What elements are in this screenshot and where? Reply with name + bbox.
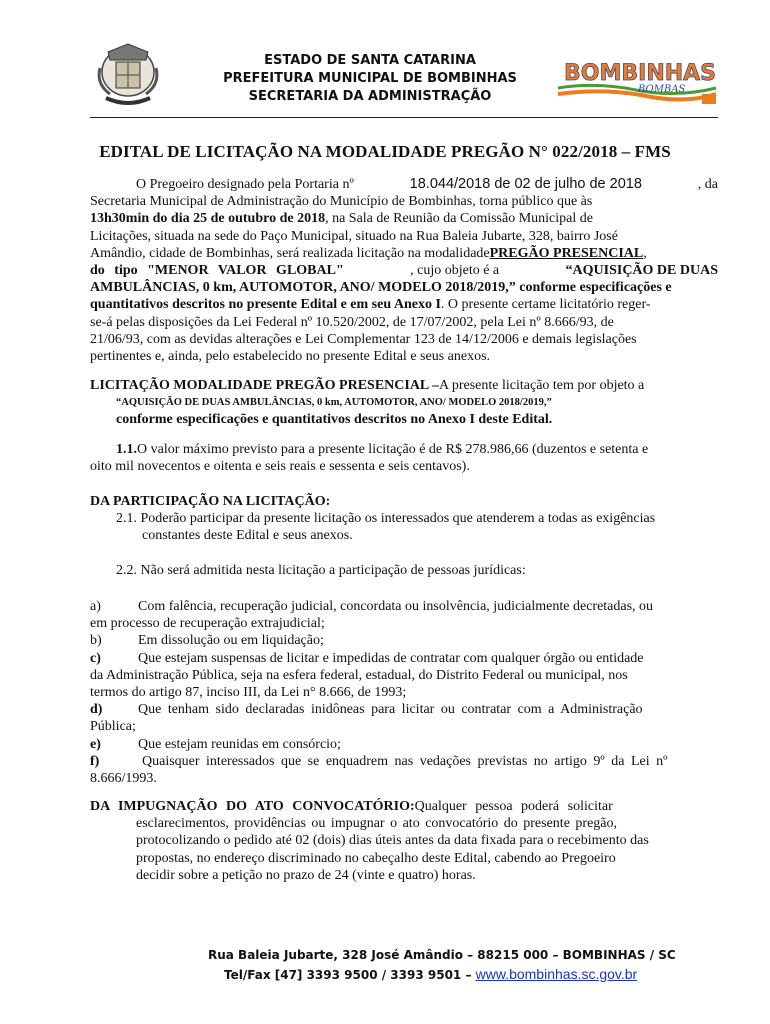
footer-phone: Tel/Fax [47] 3393 9500 / 3393 9501 – (224, 968, 476, 982)
svg-text:BOMBAS: BOMBAS (638, 84, 686, 95)
impugnacao-section: DA IMPUGNAÇÃO DO ATO CONVOCATÓRIO: Qualquer pessoa poderá solicitar esclarecimentos, providências ou impugnar o ato convocatório do presente pregão, protocolizando o pedido até 02 (dois) dias úteis antes da data fixada para o recebimento das propostas, no endereço discriminado no cabeçalho deste Edital, cabendo ao Pregoeiro decidir sobre a petição no prazo de 24 (vinte e quatro) horas. (90, 799, 649, 883)
participacao-section: DA PARTICIPAÇÃO NA LICITAÇÃO: 2.1. Poderão participar da presente licitação os interessados que atenderem a todas as exigências constantes deste Edital e seus anexos. 2.2. Não será admitida nesta licitação a participação de pessoas jurídicas: (90, 494, 656, 578)
header-prefecture: PREFEITURA MUNICIPAL DE BOMBINHAS (223, 71, 517, 86)
intro-paragraph: O Pregoeiro designado pela Portaria nº 18.044/2018 de 02 de julho de 2018 , da Secretaria Municipal de Administração do Município de Bombinhas, torna público que às 13h30min do dia 25 de outubro de 2018 , na Sala de Reunião da Comissão Municipal de Licitações, situada na sede do Paço Municipal, situado na Rua Baleia Jubarte, 328, bairro José Amândio, cidade de Bombinhas, será realizada licitação na modalidade PREGÃO PRESENCIAL , do tipo "MENOR VALOR GLOBAL" , cujo objeto é a “AQUISIÇÃO DE DUAS AMBULÂNCIAS, 0 km, AUTOMOTOR, ANO/ MODELO 2018/2019, ” conforme especificações e quantitativos descritos no presente Edital e em seu Anexo I . O presente certame licitatório reger- se-á pelas disposições da Lei Federal nº 10.520/2002, de 17/07/2002, pela Lei nº 8.666/93, de 21/06/93, com as devidas alterações e Lei Complementar 123 de 14/12/2006 e demais legislações pertinentes e, ainda, pelo estabelecido no presente Edital e seus anexos. (90, 176, 718, 365)
header-secretariat: SECRETARIA DA ADMINISTRAÇÃO (248, 89, 492, 104)
municipal-crest-logo (92, 38, 164, 110)
header-state: ESTADO DE SANTA CATARINA (264, 53, 476, 68)
footer-address: Rua Baleia Jubarte, 328 José Amândio – 88215 000 – BOMBINHAS / SC (208, 948, 676, 962)
page-footer (140, 946, 740, 985)
section-heading: DA PARTICIPAÇÃO NA LICITAÇÃO: (90, 494, 331, 509)
alineas-list: a) Com falência, recuperação judicial, concordata ou insolvência, judicialmente decretadas, ou em processo de recuperação extrajudicial; b) Em dissolução ou em liquidação; c) Que estejam suspensas de licitar e impedidas de contratar com qualquer órgão ou entidade da Administração Pública, seja na esfera federal, estadual, do Distrito Federal ou municipal, nos termos do artigo 87, inciso III, da Lei n° 8.666, de 1993; d) Que tenham sido declaradas inidôneas para licitar ou contratar com a Administração Pública; e) Que estejam reunidas em consórcio; f) Quaisquer interessados que se enquadrem nas vedações previstas no artigo 9º da Lei nº 8.666/1993. (90, 599, 668, 787)
document-title: EDITAL DE LICITAÇÃO NA MODALIDADE PREGÃO N° 022/2018 – FMS (99, 142, 671, 161)
section-heading: DA IMPUGNAÇÃO DO ATO CONVOCATÓRIO: (90, 799, 415, 814)
header-block (200, 52, 540, 106)
bombinhas-brand-logo (556, 58, 722, 106)
modalidade-paragraph: LICITAÇÃO MODALIDADE PREGÃO PRESENCIAL – A presente licitação tem por objeto a “AQUISIÇÃO DE DUAS AMBULÂNCIAS, 0 km, AUTOMOTOR, ANO/ MODELO 2018/2019,” conforme especificações e quantitativos descritos no Anexo I deste Edital. (90, 378, 645, 428)
header-divider (90, 117, 718, 118)
svg-text:BOMBINHAS: BOMBINHAS (564, 61, 717, 86)
website-link[interactable]: www.bombinhas.sc.gov.br (475, 966, 638, 982)
item-1-1: 1.1. O valor máximo previsto para a presente licitação é de R$ 278.986,66 (duzentos e setenta e oito mil novecentos e oitenta e seis reais e sessenta e seis centavos). (90, 442, 649, 475)
